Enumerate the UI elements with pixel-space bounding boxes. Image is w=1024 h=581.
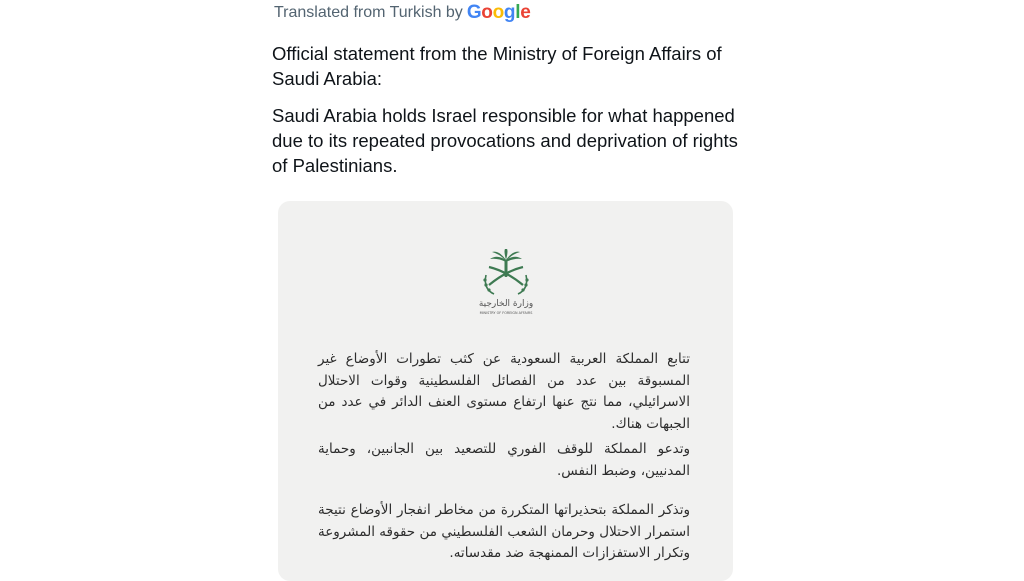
statement-paragraph-3: وتذكر المملكة بتحذيراتها المتكررة من مخاطر انفجار الأوضاع نتيجة استمرار الاحتلال وحرمان الشعب الفلسطيني من حقوقه المشروعة وتكرار الاستفزازات الممنهجة ضد مقدساته. bbox=[318, 502, 690, 561]
google-logo bbox=[467, 2, 531, 24]
ministry-emblem-icon bbox=[477, 249, 535, 317]
attached-statement-image[interactable] bbox=[278, 201, 733, 581]
post-text-paragraph-1: Official statement from the Ministry of Foreign Affairs of Saudi Arabia: bbox=[272, 43, 722, 89]
google-letter: o bbox=[492, 2, 504, 23]
google-letter: g bbox=[503, 2, 516, 23]
translation-prefix: Translated from Turkish by bbox=[274, 4, 463, 21]
google-letter: o bbox=[481, 2, 493, 23]
google-letter: e bbox=[520, 2, 531, 23]
google-letter: G bbox=[466, 2, 482, 23]
statement-paragraph-1: تتابع المملكة العربية السعودية عن كثب تطورات الأوضاع غير المسبوقة بين عدد من الفصائل الفلسطينية وقوات الاحتلال الاسرائيلي، مما نتج عنها ارتفاع مستوى العنف الدائر في عدد من الجبهات هناك. bbox=[318, 351, 690, 432]
statement-paragraph-2: وتدعو المملكة للوقف الفوري للتصعيد بين الجانبين، وحماية المدنيين، وضبط النفس. bbox=[318, 441, 690, 479]
post-text-paragraph-2: Saudi Arabia holds Israel responsible for what happened due to its repeated provocations and deprivation of rights of Palestinians. bbox=[272, 105, 738, 176]
google-letter: l bbox=[515, 2, 521, 23]
translation-attribution[interactable] bbox=[274, 2, 531, 24]
ministry-logo-english: MINISTRY OF FOREIGN AFFAIRS bbox=[479, 311, 533, 315]
ministry-logo-arabic: وزارة الخارجية bbox=[478, 299, 534, 309]
